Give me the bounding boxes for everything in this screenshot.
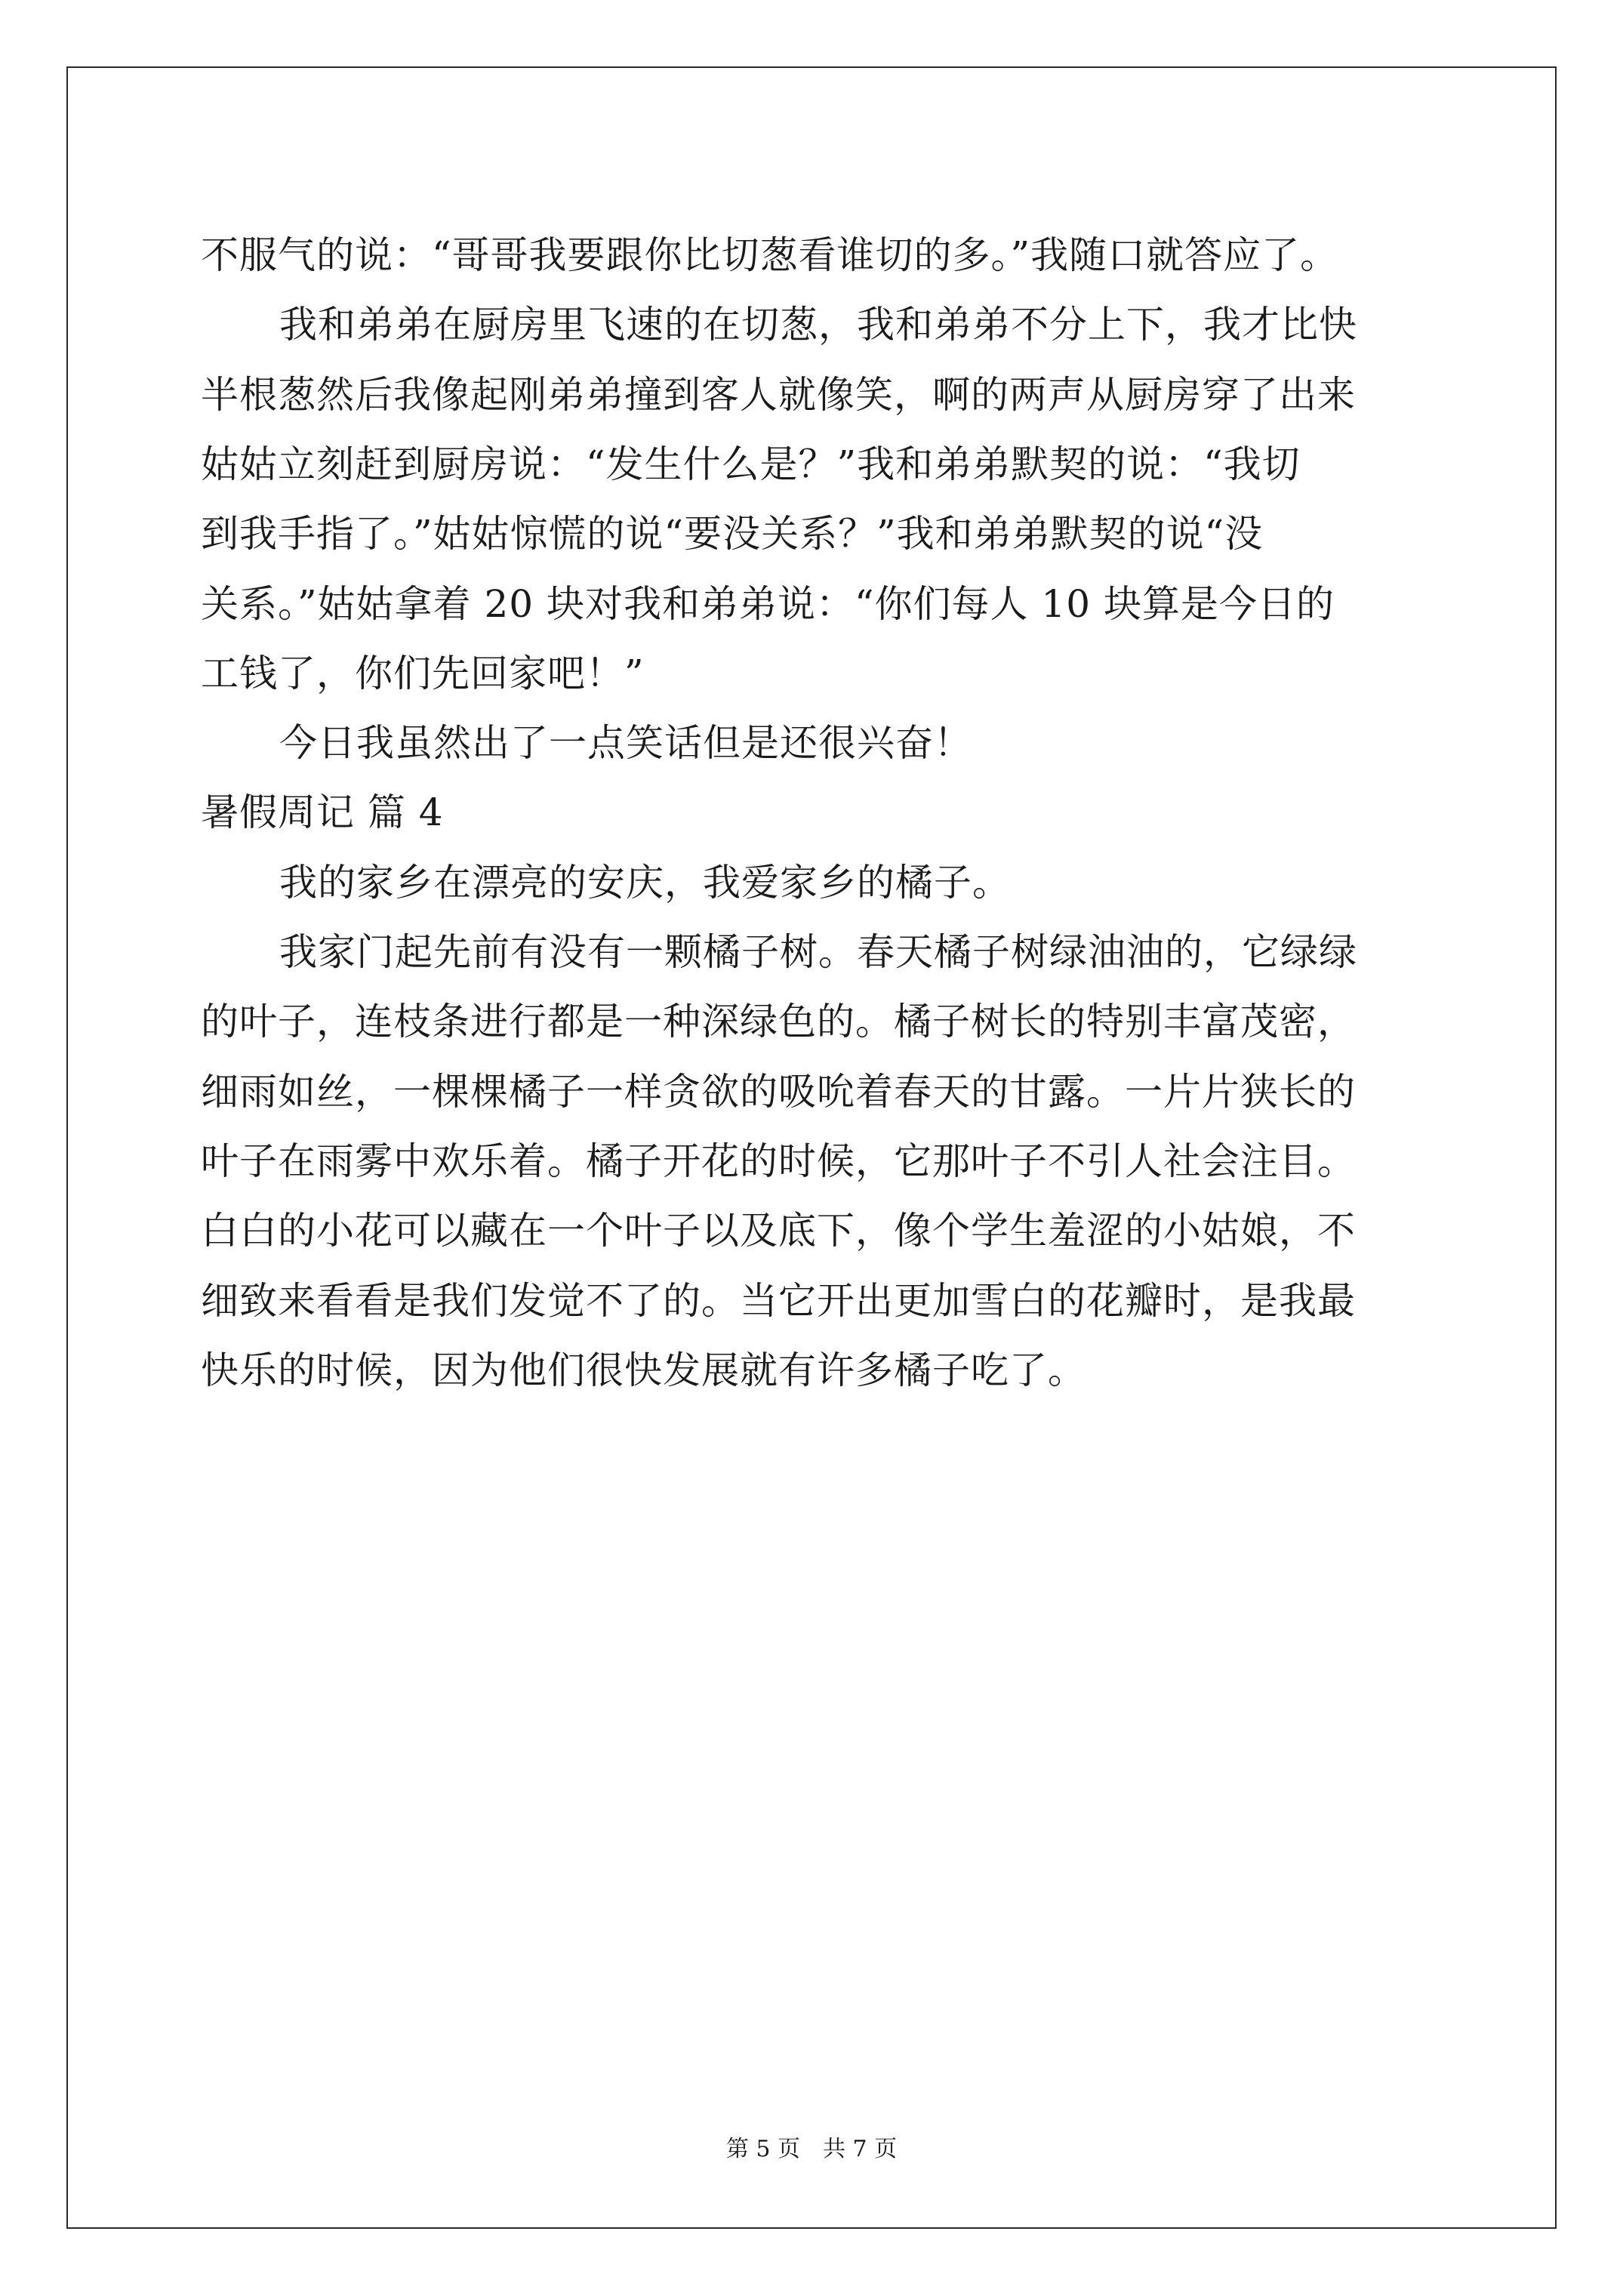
text-line: 叶子在雨雾中欢乐着。橘子开花的时候，它那叶子不引人社会注目。 <box>201 1139 1356 1183</box>
text-line: 细雨如丝，一棵棵橘子一样贪欲的吸吮着春天的甘露。一片片狭长的 <box>201 1070 1356 1114</box>
text-line: 关系。”姑姑拿着 20 块对我和弟弟说：“你们每人 10 块算是今日的 <box>201 582 1335 626</box>
text-line: 不服气的说：“哥哥我要跟你比切葱看谁切的多。”我随口就答应了。 <box>201 233 1339 277</box>
text-line: 工钱了，你们先回家吧！” <box>201 652 645 695</box>
text-line: 姑姑立刻赶到厨房说：“发生什么是？”我和弟弟默契的说：“我切 <box>201 442 1301 486</box>
text-line: 到我手指了。”姑姑惊慌的说“要没关系？”我和弟弟默契的说“没 <box>201 512 1264 556</box>
page-footer: 第 5 页 共 7 页 <box>725 2136 898 2162</box>
section-heading: 暑假周记 篇 4 <box>201 791 444 834</box>
text-line: 半根葱然后我像起刚弟弟撞到客人就像笑，啊的两声从厨房穿了出来 <box>201 373 1356 417</box>
paragraph-start: 我家门起先前有没有一颗橘子树。春天橘子树绿油油的，它绿绿 <box>279 930 1357 974</box>
text-line: 快乐的时候，因为他们很快发展就有许多橘子吃了。 <box>201 1348 1086 1392</box>
paragraph-start: 今日我虽然出了一点笑话但是还很兴奋！ <box>279 721 972 765</box>
text-line: 的叶子，连枝条进行都是一种深绿色的。橘子树长的特别丰富茂密， <box>201 1000 1356 1043</box>
paragraph-start: 我和弟弟在厨房里飞速的在切葱，我和弟弟不分上下，我才比快 <box>279 303 1357 347</box>
text-line: 白白的小花可以藏在一个叶子以及底下，像个学生羞涩的小姑娘，不 <box>201 1209 1356 1253</box>
text-line: 细致来看看是我们发觉不了的。当它开出更加雪白的花瓣时，是我最 <box>201 1279 1356 1323</box>
paragraph-start: 我的家乡在漂亮的安庆，我爱家乡的橘子。 <box>279 861 1011 905</box>
